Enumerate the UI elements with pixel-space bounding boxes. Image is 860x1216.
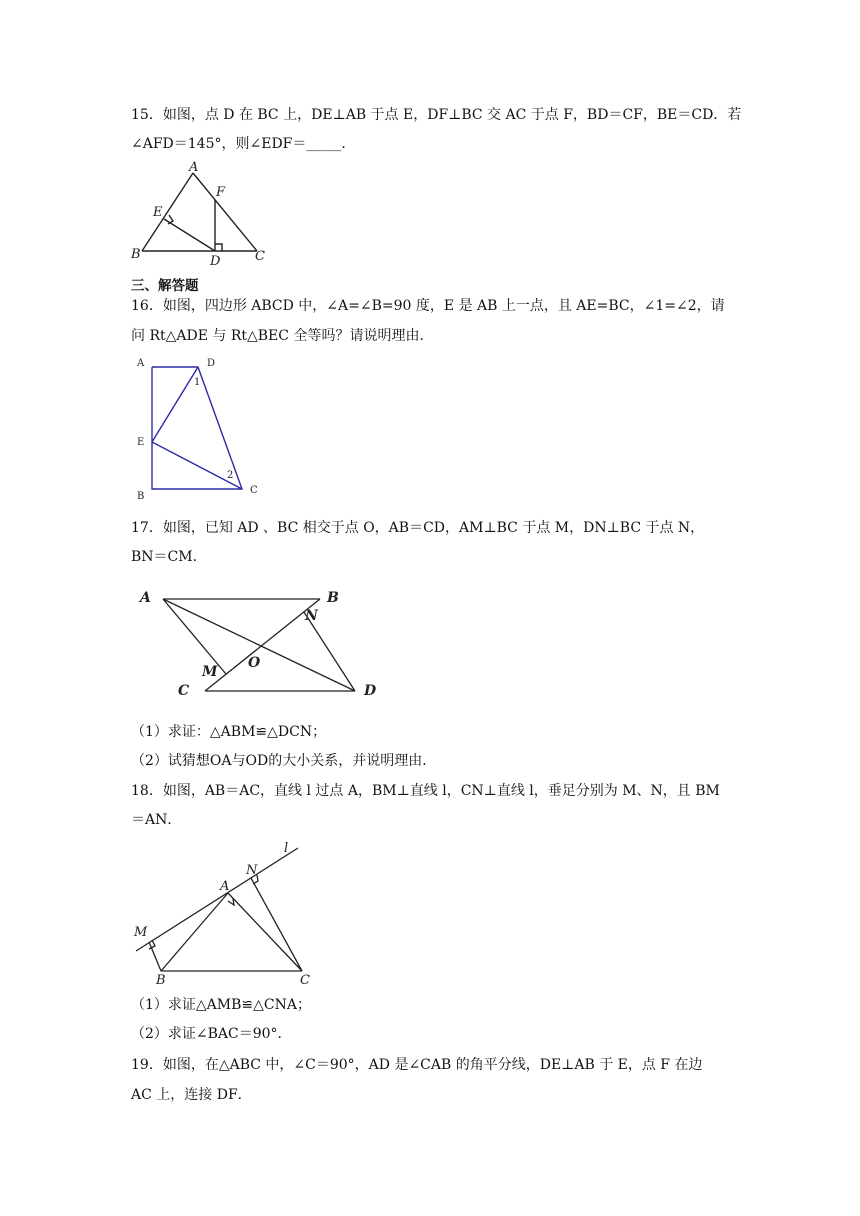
q18-label-A: A (220, 879, 230, 894)
q16-text-line1: 16．如图，四边形 ABCD 中，∠A=∠B=90 度，E 是 AB 上一点，且 AE=BC，∠1=∠2，请 (131, 298, 725, 314)
q15-seg-ED (164, 219, 215, 251)
q15-label-F: F (216, 185, 226, 200)
q15-label-C: C (255, 249, 265, 264)
q17-text-line1: 17．如图，已知 AD 、BC 相交于点 O，AB＝CD，AM⊥BC 于点 M，DN⊥BC 于点 N， (131, 520, 705, 536)
q16-label-E: E (137, 437, 145, 448)
q17-part2: （2）试猜想OA与OD的大小关系，并说明理由． (131, 753, 437, 769)
q15-text-line2: ∠AFD＝145°，则∠EDF＝_____． (131, 136, 356, 152)
q15-figure (125, 158, 275, 268)
q16-label-1: 1 (194, 377, 201, 388)
q16-figure (130, 353, 270, 503)
q15-text-line1: 15．如图，点 D 在 BC 上，DE⊥AB 于点 E，DF⊥BC 交 AC 于点 F，BD＝CF，BE＝CD．若 (131, 107, 742, 123)
q18-label-B: B (156, 973, 166, 988)
q16-label-A: A (137, 358, 145, 369)
q17-text-line2: BN＝CM． (131, 549, 207, 565)
q16-label-2: 2 (227, 470, 234, 481)
q15-label-A: A (189, 160, 199, 175)
q18-right-angle-A (228, 899, 234, 905)
q16-label-B: B (137, 491, 145, 502)
q18-figure (130, 838, 320, 988)
q17-label-C: C (178, 683, 190, 699)
q17-seg-CB (205, 599, 320, 691)
q16-text-line2: 问 Rt△ADE 与 Rt△BEC 全等吗？请说明理由． (131, 328, 434, 344)
q17-seg-AM (163, 599, 226, 674)
section-title: 三、解答题 (131, 278, 199, 294)
q16-label-D: D (207, 358, 216, 369)
q19-text-line2: AC 上，连接 DF． (131, 1087, 252, 1103)
q18-label-M: M (134, 925, 148, 940)
q17-figure (130, 580, 390, 705)
q17-label-M: M (202, 664, 218, 680)
q18-text-line1: 18．如图，AB＝AC，直线 l 过点 A，BM⊥直线 l，CN⊥直线 l，垂足分别为 M、N，且 BM (131, 783, 720, 799)
q18-text-line2: ＝AN． (131, 812, 182, 828)
q18-line-l (136, 848, 298, 951)
q17-label-N: N (305, 608, 318, 624)
q15-right-angle-D (215, 244, 222, 251)
q17-label-A: A (140, 590, 151, 606)
q15-label-D: D (210, 254, 221, 268)
q17-label-B: B (327, 590, 339, 606)
q18-seg-AB (161, 893, 228, 971)
q18-label-C: C (300, 973, 310, 988)
q16-seg-EC (152, 442, 242, 489)
q17-label-D: D (364, 683, 377, 699)
q18-label-N: N (246, 863, 258, 878)
q19-text-line1: 19．如图，在△ABC 中，∠C＝90°，AD 是∠CAB 的角平分线，DE⊥AB 于 E，点 F 在边 (131, 1057, 703, 1073)
q16-seg-ED (152, 367, 201, 442)
q17-part1: （1）求证：△ABM≌△DCN； (131, 724, 327, 740)
q18-part2: （2）求证∠BAC＝90°． (131, 1026, 292, 1042)
q15-label-E: E (153, 205, 163, 220)
q18-label-l: l (284, 841, 289, 856)
q18-part1: （1）求证△AMB≌△CNA； (131, 997, 311, 1013)
q17-seg-AD (163, 599, 355, 691)
q16-label-C: C (250, 485, 258, 496)
q17-label-O: O (248, 655, 261, 671)
q15-seg-AB (142, 173, 193, 251)
q15-label-B: B (131, 247, 141, 262)
